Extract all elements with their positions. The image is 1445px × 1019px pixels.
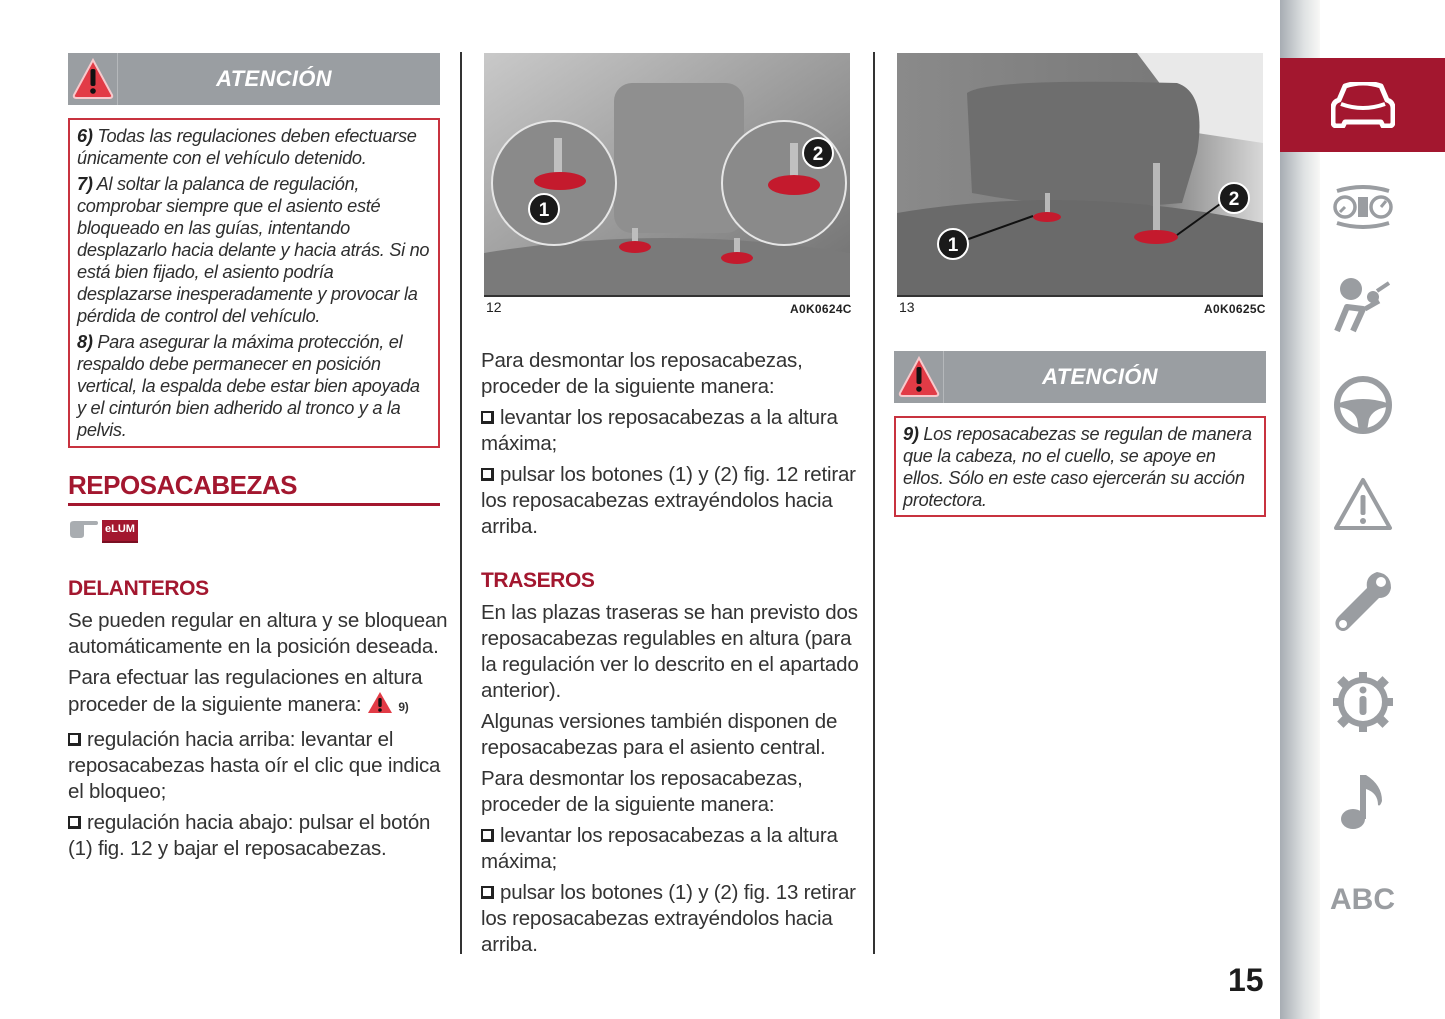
sidebar-item-airbag[interactable] (1280, 256, 1445, 354)
attention-body-2 (894, 416, 1266, 517)
abc-index-label: ABC (1330, 883, 1395, 916)
callout-2 (803, 138, 833, 168)
attention-header-1 (68, 53, 440, 105)
paragraph: Se pueden regular en altura y se bloquean automáticamente en la posición deseada. (68, 609, 448, 658)
info-gear-icon (1332, 671, 1394, 733)
page-number: 15 (1228, 962, 1264, 998)
warning-triangle-icon (894, 351, 944, 403)
column-divider (460, 52, 462, 954)
sidebar-item-car[interactable] (1280, 58, 1445, 152)
bullet-square-icon (481, 829, 494, 842)
bullet-item: regulación hacia arriba: levantar el reposacabezas hasta oír el clic que indica el bloqueo; (68, 728, 441, 803)
warning-note: 7) Al soltar la palanca de regulación, comprobar siempre que el asiento esté bloqueado en las guías, intentando desplazarlo hacia delante y hacia atrás. Si no está bien fijado, el asiento podría desplazarse inesperadamente y provocar la pérdida de control del vehículo. (77, 174, 430, 326)
subsection-title-traseros: TRASEROS (481, 569, 595, 592)
callout-2 (1219, 183, 1249, 213)
paragraph: Algunas versiones también disponen de reposacabezas para el asiento central. (481, 710, 838, 759)
bullet-item: pulsar los botones (1) y (2) fig. 12 retirar los reposacabezas extrayéndolos hacia arriba. (481, 463, 856, 538)
figure-code: A0K0625C (1204, 302, 1266, 316)
sidebar-item-warnings[interactable] (1280, 455, 1445, 553)
svg-text:2: 2 (1228, 189, 1240, 210)
warning-reference[interactable]: 9) (398, 700, 409, 714)
attention-header-2 (894, 351, 1266, 403)
sidebar-item-maintenance[interactable] (1280, 554, 1445, 652)
bullet-square-icon (68, 816, 81, 829)
bullet-item: pulsar los botones (1) y (2) fig. 13 retirar los reposacabezas extrayéndolos hacia arriba. (481, 881, 856, 956)
paragraph: Para efectuar las regulaciones en altura proceder de la siguiente manera: 9) (68, 665, 448, 722)
car-icon (1331, 82, 1395, 128)
sidebar-item-steering[interactable] (1280, 356, 1445, 454)
bullet-item: levantar los reposacabezas a la altura máxima; (481, 824, 838, 873)
figure-number: 12 (486, 299, 502, 315)
attention-title: ATENCIÓN (1042, 364, 1158, 389)
warning-note: 6) Todas las regulaciones deben efectuarse únicamente con el vehículo detenido. (77, 126, 417, 168)
elum-reference[interactable] (68, 518, 138, 545)
desmontar-text-1 (481, 348, 861, 545)
warning-note: 9) Los reposacabezas se regulan de manera que la cabeza, no el cuello, se apoye en ellos. Sólo en este caso ejercerán su acción protectora. (903, 424, 1252, 510)
sidebar-item-dashboard[interactable] (1280, 158, 1445, 256)
attention-body-1 (68, 118, 440, 448)
svg-text:1: 1 (947, 235, 959, 256)
callout-1 (529, 194, 559, 224)
paragraph: Para desmontar los reposacabezas, proceder de la siguiente manera: (481, 349, 803, 398)
svg-text:2: 2 (812, 144, 824, 165)
sidebar-item-index[interactable] (1280, 851, 1445, 949)
attention-title: ATENCIÓN (216, 66, 332, 91)
bullet-square-icon (481, 468, 494, 481)
paragraph: Para desmontar los reposacabezas, proceder de la siguiente manera: (481, 767, 803, 816)
figure-code: A0K0624C (790, 302, 852, 316)
figure-13-image (897, 53, 1263, 297)
warning-triangle-icon (367, 691, 393, 722)
paragraph: En las plazas traseras se han previsto dos reposacabezas regulables en altura (para la regulación ver lo descrito en el apartado anterior). (481, 601, 859, 702)
figure-12-image (484, 53, 850, 297)
sidebar-item-multimedia[interactable] (1280, 752, 1445, 850)
elum-badge[interactable]: eLUM (102, 520, 138, 543)
column-divider (873, 52, 875, 954)
warning-triangle-icon (68, 53, 118, 105)
warning-icon (1333, 477, 1393, 531)
warning-note: 8) Para asegurar la máxima protección, el respaldo debe permanecer en posición vertical, la espalda debe estar bien apoyada y el cinturón bien adherido al tronco y a la pelvis. (77, 332, 420, 440)
section-title: REPOSACABEZAS (68, 470, 297, 500)
bullet-square-icon (481, 411, 494, 424)
bullet-item: levantar los reposacabezas a la altura máxima; (481, 406, 838, 455)
bullet-square-icon (68, 733, 81, 746)
bullet-square-icon (481, 886, 494, 899)
dashboard-icon (1331, 185, 1395, 229)
delanteros-text (68, 608, 448, 867)
pointing-hand-icon (68, 518, 98, 545)
section-divider (68, 503, 440, 506)
steering-wheel-icon (1333, 375, 1393, 435)
subsection-title-delanteros: DELANTEROS (68, 577, 209, 600)
svg-text:1: 1 (538, 200, 550, 221)
figure-number: 13 (899, 299, 915, 315)
callout-1 (938, 229, 968, 259)
traseros-text (481, 600, 861, 963)
bullet-item: regulación hacia abajo: pulsar el botón (1) fig. 12 y bajar el reposacabezas. (68, 811, 431, 860)
sidebar-item-technical-data[interactable] (1280, 653, 1445, 751)
airbag-icon (1333, 275, 1393, 335)
wrench-icon (1333, 570, 1393, 636)
music-note-icon (1338, 771, 1388, 831)
